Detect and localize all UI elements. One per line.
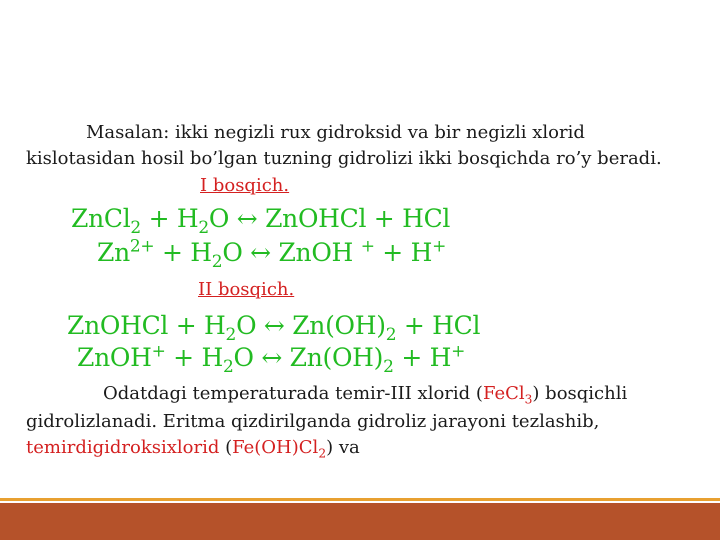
equilibrium-arrow-icon: ↔ (261, 343, 283, 372)
paragraph-2-line-3: temirdigidroksixlorid $(Fe(OH)Cl_2)$ va (26, 437, 360, 461)
paragraph-2-line-1: Odatdagi temperaturada temir-III xlorid (FeCl$_3$) bosqichli (103, 383, 628, 407)
equilibrium-arrow-icon: ↔ (236, 204, 258, 233)
intro-line-2: kislotasidan hosil bo’lgan tuzning gidrolizi ikki bosqichda ro’y beradi. (26, 148, 662, 169)
equation-3: ZnOHCl + $H_2O$ ↔ $Zn(OH)_2$ + HCl (67, 311, 481, 345)
equilibrium-arrow-icon: ↔ (250, 238, 271, 267)
feohcl2-formula: $Fe(OH)Cl_2$ (232, 437, 327, 461)
equation-4: ZnOH+ + $H_2O$ ↔ $Zn(OH)_2 + H^+$ (77, 341, 466, 377)
footer-bar (0, 503, 720, 540)
fecl3-formula: FeCl$_3$ (482, 383, 533, 407)
footer-accent-line (0, 498, 720, 501)
compound-name: temirdigidroksixlorid (26, 437, 220, 458)
equilibrium-arrow-icon: ↔ (263, 311, 285, 340)
equation-2: $Zn^{2+} + H_2O$ ↔ ZnOH + + H+ (97, 236, 447, 272)
paragraph-2-line-2: gidrolizlanadi. Eritma qizdirilganda gidroliz jarayoni tezlashib, (26, 411, 600, 432)
stage-1-title: I bosqich. (200, 175, 290, 196)
stage-2-title: II bosqich. (198, 279, 295, 300)
intro-line-1: Masalan: ikki negizli rux gidroksid va bir negizli xlorid (86, 122, 585, 143)
equation-1: ZnCl$_2$ + $H_2O$ ↔ ZnOHCl + HCl (71, 204, 451, 238)
